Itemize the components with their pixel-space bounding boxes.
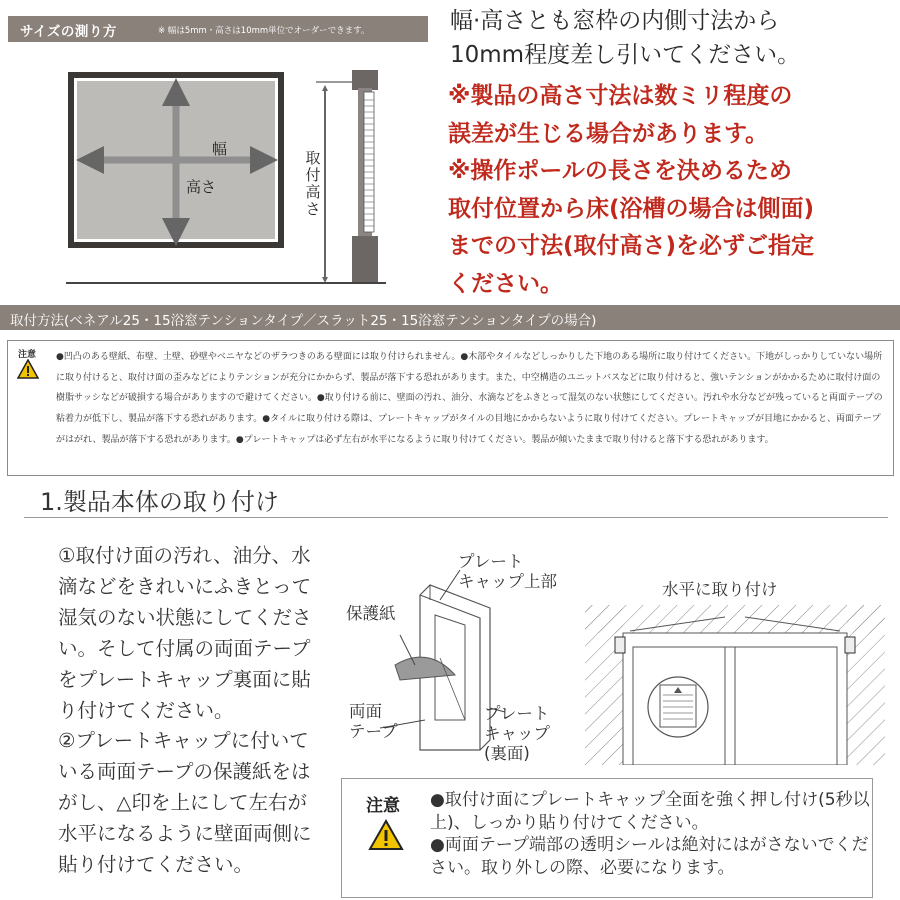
step1-paragraph-2: ②プレートキャップに付いている両面テープの保護紙をはがし、△印を上にして左右が水平になるように壁面両側に貼り付けてください。 <box>58 729 312 876</box>
window-mount-diagram <box>585 595 885 765</box>
instruction-line-1: 幅·高さとも窓枠の内側寸法から <box>450 8 780 34</box>
plate-cap-back-label: プレート キャップ (裏面) <box>484 704 550 763</box>
notice-text: ●凹凸のある壁紙、布壁、土壁、砂壁やベニヤなどのザラつきのある壁面には取り付けられません。●木部やタイルなどしっかりした下地のある場所に取り付けてください。下地がしっかりしていない場所に取り付けると、取付け面の歪みなどによりテンションが充分にかからず、製品が落下する恐れがあります。また、中空構造のユニットバスなどに取り付けると、強いテンションがかかるために取付け面の樹脂サッシなどが破損する場合がありますので避けてください。●取り付ける前に、壁面の汚れ、油分、水滴などをふきとって湿気のない状態にしてください。汚れや水分などが残っていると両面テープの粘着力が低下し、製品が落下する恐れがあります。●タイルに取り付ける際は、プレートキャップがタイルの目地にかからないように取り付けてください。プレートキャップが目地にかかると、両面テープがはがれ、製品が落下する恐れがあります。●プレートキャップは必ず左右が水平になるように取り付けてください。製品が傾いたままで取り付けると落下する恐れがあります。 <box>56 352 883 445</box>
size-warning <box>448 78 814 304</box>
install-method-header <box>0 305 900 330</box>
mount-height-label: 取付高さ <box>305 149 321 218</box>
warning-icon <box>17 359 39 379</box>
caution-box <box>341 778 873 898</box>
size-section-note: ※ 幅は5mm・高さは10mm単位でオーダーできます。 <box>158 26 370 36</box>
instruction-line-2: 10mm程度差し引いてください。 <box>450 42 801 68</box>
warning-line: ください。 <box>448 270 563 297</box>
step1-divider <box>24 517 888 518</box>
step1-paragraph-1: ①取付け面の汚れ、油分、水滴などをきれいにふきとって湿気のない状態にしてください。そして付属の両面テープをプレートキャップ裏面に貼り付けてください。 <box>58 544 312 722</box>
notice-label: 注意 <box>18 350 37 360</box>
warning-line: 取付位置から床(浴槽の場合は側面) <box>448 195 815 222</box>
height-label: 高さ <box>186 178 217 196</box>
caution-label: 注意 <box>366 796 400 816</box>
caution-line-2: ●両面テープ端部の透明シールは絶対にはがさないでください。取り外しの際、必要になります。 <box>430 835 869 878</box>
caution-line-1: ●取付け面にプレートキャップ全面を強く押し付け(5秒以上)、しっかり貼り付けてください。 <box>430 790 870 833</box>
warning-line: ※操作ポールの長さを決めるため <box>448 158 792 185</box>
step1-title: 1.製品本体の取り付け <box>40 488 279 516</box>
width-label: 幅 <box>212 140 228 158</box>
horizontal-mount-label: 水平に取り付け <box>662 580 778 599</box>
notice-box <box>7 340 894 476</box>
plate-cap-top-label: プレート キャップ上部 <box>458 552 557 591</box>
warning-line: ※製品の高さ寸法は数ミリ程度の <box>448 83 793 109</box>
size-instructions <box>450 4 800 72</box>
double-tape-label: 両面 テープ <box>349 702 398 741</box>
warning-line: 誤差が生じる場合があります。 <box>448 120 769 147</box>
install-method-title: 取付方法(ベネアル25・15浴窓テンションタイプ／スラット25・15浴窓テンションタイプの場合) <box>10 313 597 329</box>
protective-paper-label: 保護紙 <box>346 604 396 623</box>
warning-line: までの寸法(取付高さ)を必ずご指定 <box>448 233 815 260</box>
caution-icon <box>368 819 404 851</box>
floor-line <box>66 282 386 284</box>
size-section-title: サイズの測り方 <box>20 24 117 40</box>
